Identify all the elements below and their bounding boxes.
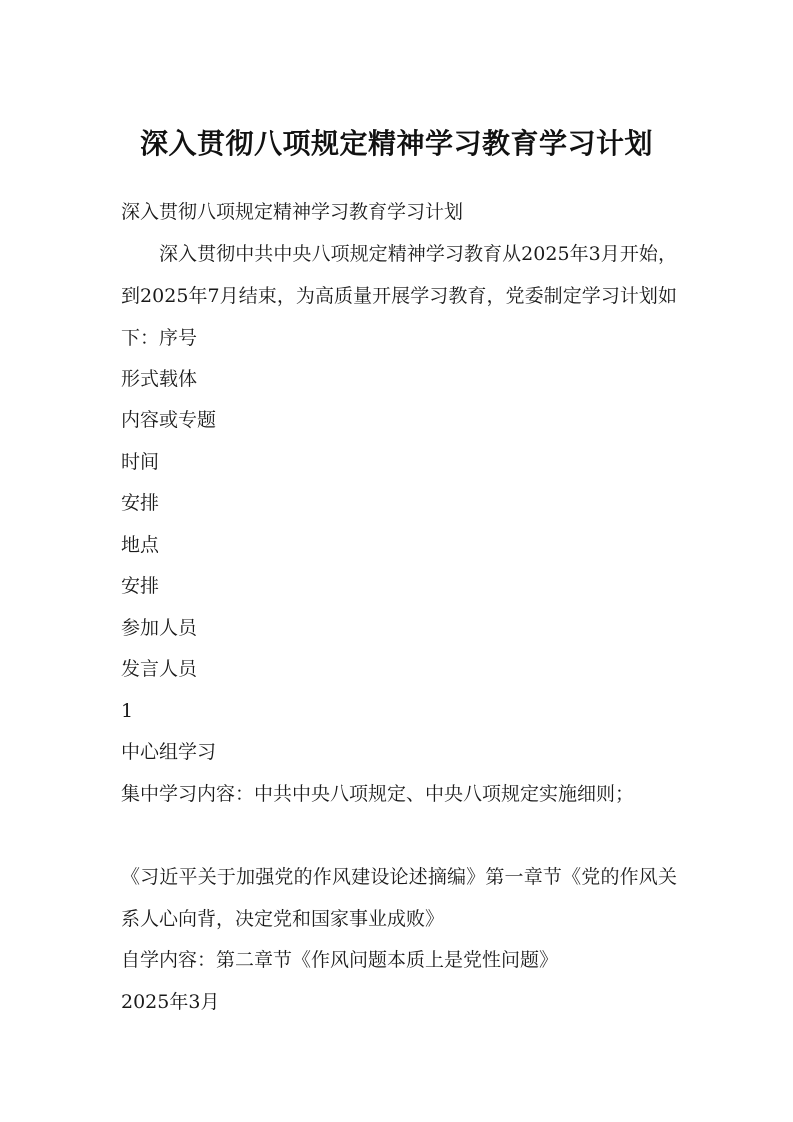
- document-title: 深入贯彻八项规定精神学习教育学习计划: [139, 127, 653, 160]
- list-item: 形式载体: [121, 368, 198, 390]
- list-item: 地点: [121, 534, 160, 556]
- self-study-line: 自学内容：第二章节《作风问题本质上是党性问题》: [121, 949, 559, 971]
- subtitle: 深入贯彻八项规定精神学习教育学习计划: [121, 201, 464, 223]
- list-item: 发言人员: [121, 658, 198, 680]
- date-line: 2025年3月: [121, 991, 220, 1013]
- list-item: 中心组学习: [121, 741, 217, 763]
- intro-paragraph: 深入贯彻中共中央八项规定精神学习教育从2025年3月开始，到2025年7月结束，为高质量开展学习教育，党委制定学习计划如下：序号: [121, 243, 677, 349]
- list-item: 安排: [121, 492, 160, 514]
- list-item: 1: [121, 700, 134, 722]
- list-item: 参加人员: [121, 617, 198, 639]
- list-item: 内容或专题: [121, 409, 217, 431]
- list-item: 时间: [121, 451, 160, 473]
- list-item: 安排: [121, 575, 160, 597]
- quote-paragraph: 《习近平关于加强党的作风建设论述摘编》第一章节《党的作风关系人心向背，决定党和国家事业成败》: [121, 866, 677, 930]
- list-item: 集中学习内容：中共中央八项规定、中央八项规定实施细则；: [121, 783, 635, 805]
